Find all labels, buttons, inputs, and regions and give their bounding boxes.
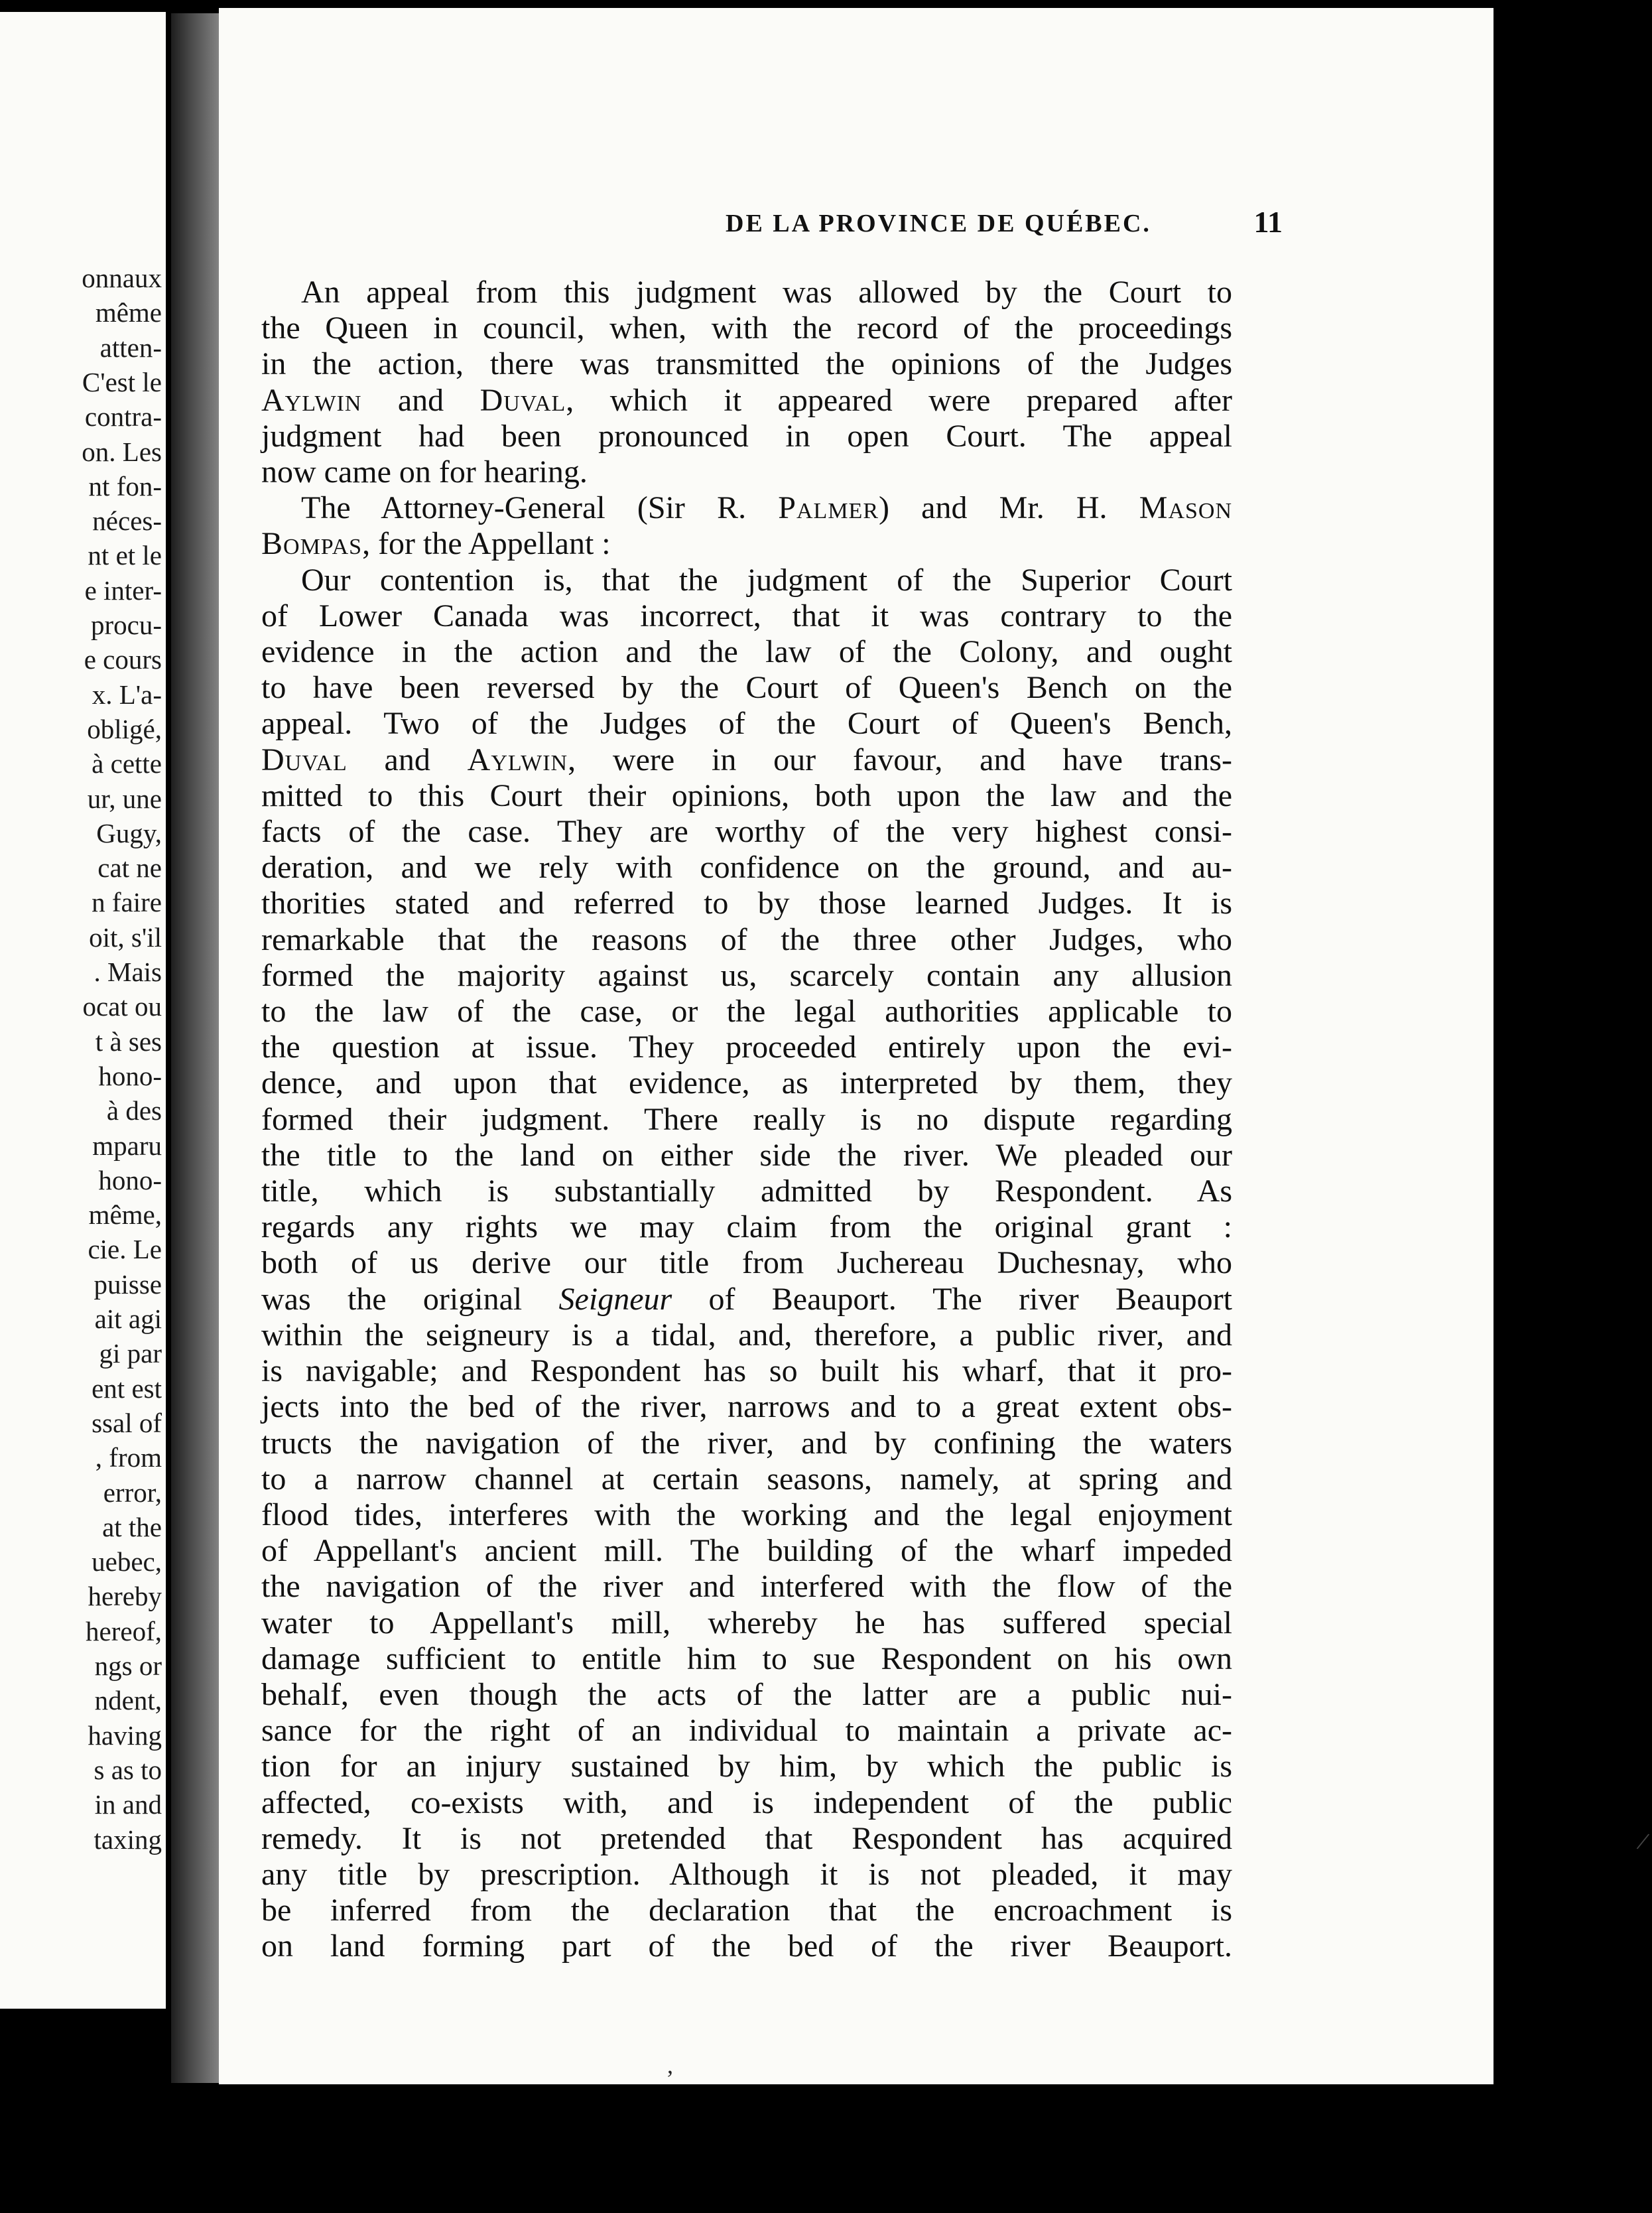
facing-page-line: ent est (92, 1373, 162, 1404)
facing-page-line: mparu (92, 1130, 162, 1161)
text-line: mitted to this Court their opinions, both upon the law and the (261, 777, 1232, 813)
text-line: evidence in the action and the law of the Colony, and ought (261, 634, 1232, 670)
text-line: formed the majority against us, scarcely contain any allusion (261, 957, 1232, 993)
text-line: within the seigneury is a tidal, and, therefore, a public river, and (261, 1317, 1232, 1353)
facing-page-line: e inter- (84, 574, 162, 606)
text-run: and (347, 742, 468, 777)
facing-page-line: . Mais (94, 957, 162, 987)
text-line: in the action, there was transmitted the opinions of the Judges (261, 346, 1232, 382)
facing-page-line: x. L'a- (92, 679, 162, 710)
text-line: to have been reversed by the Court of Queen's Bench on the (261, 670, 1232, 706)
facing-page-line: n faire (92, 887, 162, 918)
judge-name: Duval (261, 742, 348, 777)
text-line: jects into the bed of the river, narrows and to a great extent obs- (261, 1389, 1232, 1425)
text-line: appeal. Two of the Judges of the Court of Queen's Bench, (261, 706, 1232, 742)
stray-ink-mark: , (667, 2052, 673, 2078)
facing-page-line: ndent, (94, 1685, 162, 1716)
text-run: ) and Mr. H. (879, 490, 1139, 526)
italic-term: Seigneur (558, 1281, 672, 1317)
text-line: the title to the land on either side the river. We pleaded our (261, 1137, 1232, 1173)
facing-page-fragment (0, 12, 166, 2009)
facing-page-line: gi par (99, 1338, 162, 1369)
text-line: title, which is substantially admitted by Respondent. As (261, 1174, 1232, 1209)
text-line (261, 490, 1232, 526)
facing-page-line: oit, s'il (89, 921, 162, 953)
facing-page-line: obligé, (87, 713, 162, 744)
facing-page-line: at the (102, 1511, 162, 1542)
text-line: to the law of the case, or the legal authorities applicable to (261, 994, 1232, 1030)
page-number: 11 (1253, 205, 1283, 239)
facing-page-line: t à ses (95, 1026, 162, 1057)
facing-page-line: C'est le (82, 366, 162, 397)
facing-page-line: hereof, (86, 1615, 162, 1646)
facing-page-line: having (88, 1719, 162, 1751)
facing-page-line: contra- (84, 401, 162, 433)
text-run: , were in our favour, and have trans- (568, 742, 1232, 777)
text-line (261, 1282, 1232, 1317)
facing-page-line: in and (94, 1789, 162, 1820)
text-line: both of us derive our title from Juchereau Duchesnay, who (261, 1245, 1232, 1281)
facing-page-line: cie. Le (88, 1234, 162, 1265)
text-line: Our contention is, that the judgment of the Superior Court (301, 562, 1232, 598)
facing-page-line: ngs or (94, 1650, 162, 1681)
facing-page-line: même (95, 297, 162, 328)
text-run: The Attorney-General (Sir R. (301, 490, 779, 526)
running-head: DE LA PROVINCE DE QUÉBEC. (726, 210, 1151, 237)
text-line: behalf, even though the acts of the latter are a public nui- (261, 1676, 1232, 1712)
facing-page-line: à des (106, 1095, 162, 1126)
text-line: to a narrow channel at certain seasons, namely, at spring and (261, 1461, 1232, 1497)
facing-page-line: on. Les (82, 436, 162, 467)
counsel-name: Palmer (778, 490, 879, 526)
text-line: now came on for hearing. (261, 454, 588, 490)
text-line: the navigation of the river and interfered with the flow of the (261, 1569, 1232, 1605)
facing-page-line: nt fon- (88, 470, 162, 502)
counsel-name: Bompas (261, 526, 363, 562)
facing-page-line: Gugy, (96, 817, 162, 848)
text-line: the question at issue. They proceeded entirely upon the evi- (261, 1030, 1232, 1065)
facing-page-line: atten- (99, 332, 162, 363)
facing-page-line: ait agi (94, 1304, 162, 1334)
facing-page-line: taxing (94, 1824, 162, 1855)
text-line: remedy. It is not pretended that Respondent has acquired (261, 1820, 1232, 1856)
judge-name: Duval (479, 382, 566, 418)
text-run: and (361, 382, 480, 418)
text-line: of Lower Canada was incorrect, that it was contrary to the (261, 598, 1232, 634)
text-line: tion for an injury sustained by him, by which the public is (261, 1749, 1232, 1784)
text-line: deration, and we rely with confidence on the ground, and au- (261, 850, 1232, 886)
text-line: affected, co-exists with, and is independent of the public (261, 1784, 1232, 1820)
facing-page-line: e cours (84, 644, 162, 675)
facing-page-line: , from (95, 1442, 162, 1473)
facing-page-line: même, (88, 1199, 162, 1231)
text-line: flood tides, interferes with the working and the legal enjoyment (261, 1497, 1232, 1532)
facing-page-line: error, (103, 1477, 162, 1508)
facing-page-line: hono- (98, 1060, 162, 1091)
facing-page-line: onnaux (82, 263, 162, 293)
text-run: was the original (261, 1281, 559, 1317)
facing-page-line: nt et le (88, 540, 162, 571)
text-run: of Beauport. The river Beauport (672, 1281, 1232, 1317)
text-line: remarkable that the reasons of the three other Judges, who (261, 921, 1232, 957)
text-line: facts of the case. They are worthy of the very highest consi- (261, 814, 1232, 850)
facing-page-line: puisse (94, 1268, 162, 1300)
facing-page-line: s as to (94, 1754, 162, 1785)
facing-page-line: ur, une (87, 783, 162, 814)
text-line (261, 742, 1232, 778)
text-line (261, 526, 1232, 562)
text-line: judgment had been pronounced in open Court. The appeal (261, 418, 1232, 454)
text-line: An appeal from this judgment was allowed by the Court to (301, 275, 1232, 310)
text-line: water to Appellant's mill, whereby he has suffered special (261, 1605, 1232, 1641)
text-line (261, 383, 1232, 419)
text-line: of Appellant's ancient mill. The building of the wharf impeded (261, 1533, 1232, 1569)
judge-name: Aylwin (261, 382, 362, 418)
text-line: sance for the right of an individual to maintain a private ac- (261, 1713, 1232, 1749)
text-line: regards any rights we may claim from the original grant : (261, 1209, 1232, 1245)
text-line: on land forming part of the bed of the river Beauport. (261, 1928, 1232, 1964)
facing-page-line: ssal of (92, 1407, 162, 1438)
facing-page-line: cat ne (97, 852, 162, 884)
facing-page-line: ocat ou (82, 991, 162, 1022)
text-line: thorities stated and referred to by those learned Judges. It is (261, 886, 1232, 921)
counsel-name: Mason (1139, 490, 1233, 526)
text-run: , which it appeared were prepared after (566, 382, 1233, 418)
text-line: be inferred from the declaration that the encroachment is (261, 1893, 1232, 1928)
text-line: tructs the navigation of the river, and by confining the waters (261, 1425, 1232, 1461)
facing-page-line: hereby (88, 1581, 162, 1612)
facing-page-line: néces- (92, 505, 162, 537)
page-body (261, 275, 1232, 1965)
facing-page-line: à cette (92, 748, 162, 779)
edge-ink-mark: / (1634, 1826, 1652, 1857)
text-line: damage sufficient to entitle him to sue Respondent on his own (261, 1641, 1232, 1676)
text-run: , for the Appellant : (362, 526, 611, 562)
text-line: dence, and upon that evidence, as interpreted by them, they (261, 1065, 1232, 1101)
book-page (219, 8, 1652, 2084)
text-line: any title by prescription. Although it is not pleaded, it may (261, 1856, 1232, 1892)
facing-page-line: uebec, (92, 1546, 162, 1577)
text-line: the Queen in council, when, with the record of the proceedings (261, 310, 1232, 346)
facing-page-line: procu- (90, 610, 162, 640)
text-line: formed their judgment. There really is no dispute regarding (261, 1101, 1232, 1137)
facing-page-line: hono- (98, 1164, 162, 1195)
judge-name: Aylwin (467, 742, 568, 777)
text-line: is navigable; and Respondent has so built his wharf, that it pro- (261, 1353, 1232, 1389)
